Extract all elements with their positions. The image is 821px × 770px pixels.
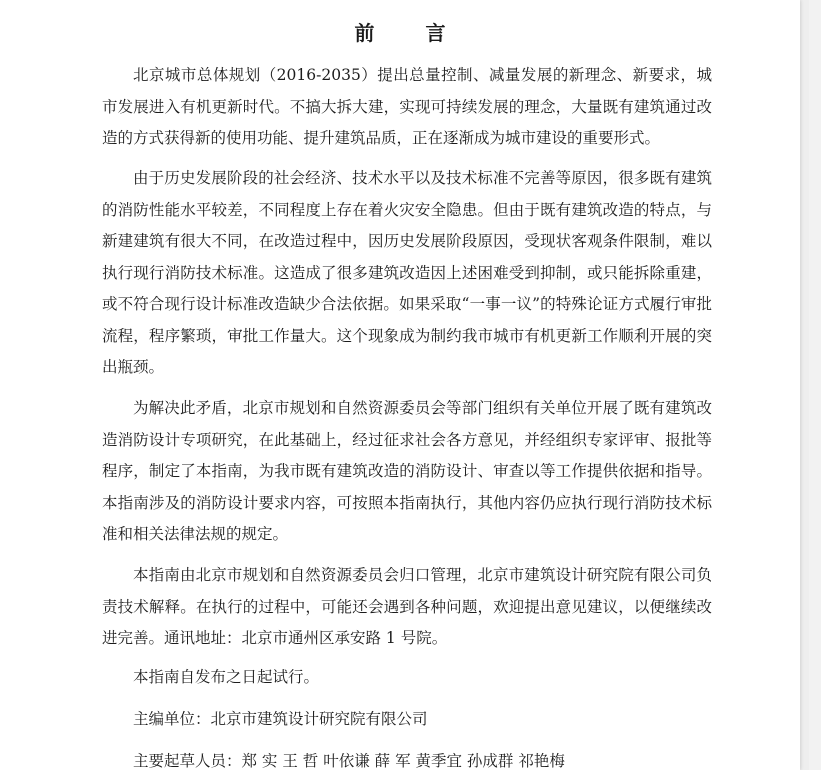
- paragraph-2: 由于历史发展阶段的社会经济、技术水平以及技术标准不完善等原因，很多既有建筑的消防性能水平较差，不同程度上存在着火灾安全隐患。但由于既有建筑改造的特点，与新建建筑有很大不同，在改造过程中，因历史发展阶段原因，受现状客观条件限制，难以执行现行消防技术标准。这造成了很多建筑改造因上述困难受到抑制，或只能拆除重建，或不符合现行设计标准改造缺少合法依据。如果采取“一事一议”的特殊论证方式履行审批流程，程序繁琐，审批工作量大。这个现象成为制约我市城市有机更新工作顺利开展的突出瓶颈。: [102, 169, 712, 376]
- paragraph-4: 本指南由北京市规划和自然资源委员会归口管理，北京市建筑设计研究院有限公司负责技术解释。在执行的过程中，可能还会遇到各种问题，欢迎提出意见建议，以便继续改进完善。通讯地址：北京市通州区承安路 1 号院。: [102, 566, 712, 647]
- chief-editor-line: 主编单位：北京市建筑设计研究院有限公司: [133, 710, 428, 728]
- vertical-scrollbar[interactable]: [809, 0, 821, 770]
- paragraph-3: 为解决此矛盾，北京市规划和自然资源委员会等部门组织有关单位开展了既有建筑改造消防设计专项研究，在此基础上，经过征求社会各方意见，并经组织专家评审、报批等程序，制定了本指南，为我市既有建筑改造的消防设计、审查以等工作提供依据和指导。本指南涉及的消防设计要求内容，可按照本指南执行，其他内容仍应执行现行消防技术标准和相关法律法规的规定。: [102, 399, 712, 543]
- page-title: 前 言: [354, 21, 468, 45]
- paragraph-1: 北京城市总体规划（2016-2035）提出总量控制、减量发展的新理念、新要求，城市发展进入有机更新时代。不搞大拆大建，实现可持续发展的理念，大量既有建筑通过改造的方式获得新的使用功能、提升建筑品质，正在逐渐成为城市建设的重要形式。: [102, 66, 712, 147]
- paragraph-5: 本指南自发布之日起试行。: [133, 668, 320, 686]
- drafters-line: 主要起草人员：郑 实 王 哲 叶依谦 薛 军 黄季宜 孙成群 祁艳梅: [133, 752, 565, 770]
